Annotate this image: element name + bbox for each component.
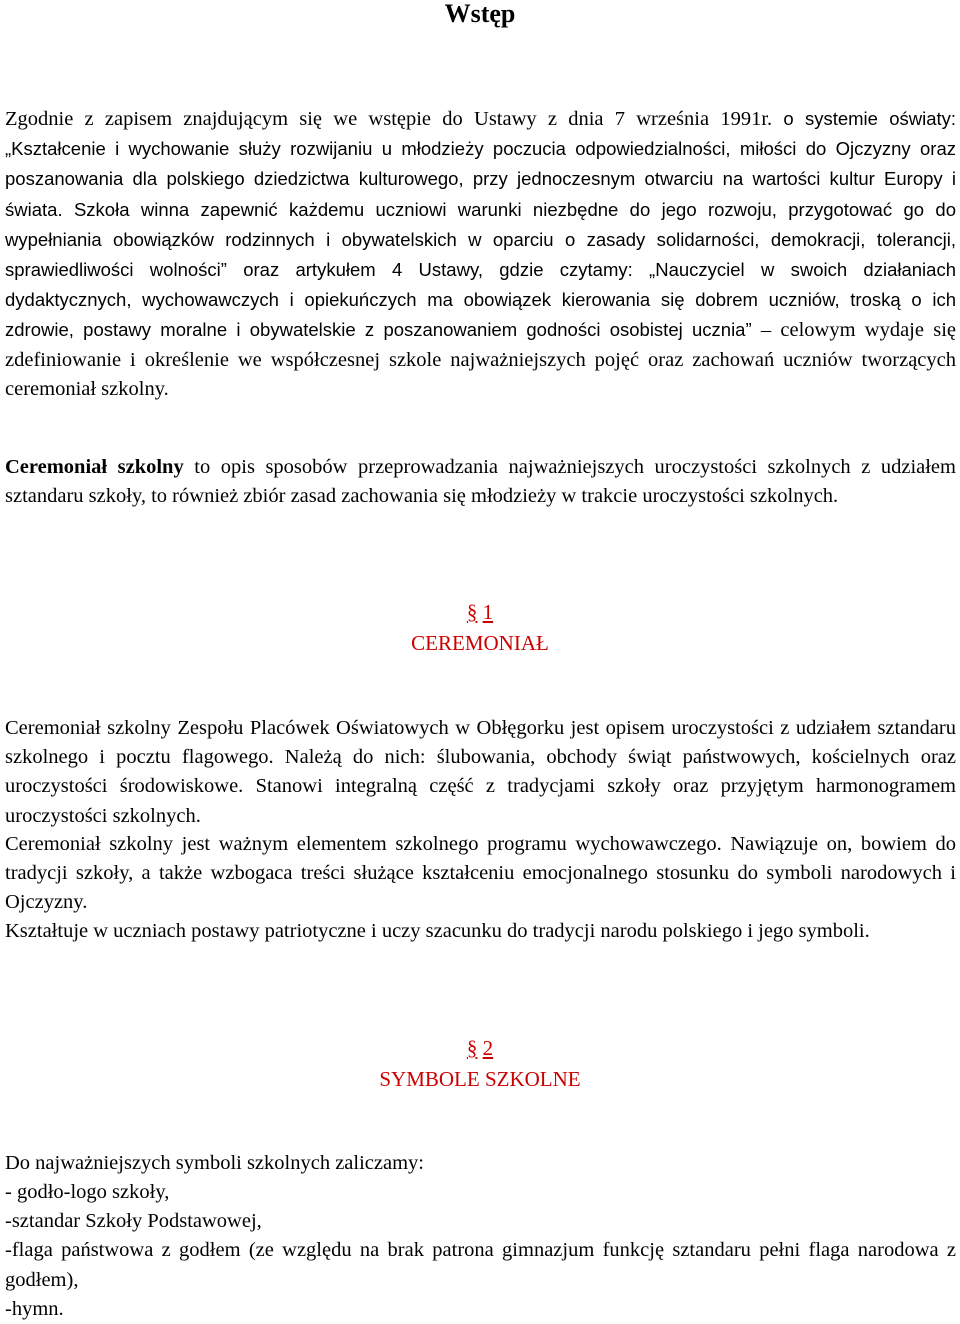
list-item: - godło-logo szkoły, <box>5 1181 170 1203</box>
section-1-paragraph-2: Ceremoniał szkolny jest ważnym elementem szkolnego programu wychowawczego. Nawiązuje on, bowiem do tradycji szkoły, a także wzbogaca treści służące kształceniu emocjonalnego stosunku do symboli narodowych i Ojczyzny. <box>5 833 956 914</box>
intro-text-part3: – celowym wydaje się zdefiniowanie i określenie we współczesnej szkole najważniejszych pojęć oraz zachowań uczniów tworzących ceremoniał szkolny. <box>5 319 956 400</box>
list-item: -sztandar Szkoły Podstawowej, <box>5 1210 262 1233</box>
intro-text-part2: o systemie oświaty: „Kształcenie i wychowanie służy rozwijaniu u młodzieży poczucia odpowiedzialności, miłości do Ojczyzny oraz poszanowania dla polskiego dziedzictwa kulturowego, przy jednoczesnym otwarciu na wartości kultur Europy i świata. Szkoła winna zapewnić każdemu uczniowi warunki niezbędne do jego rozwoju, przygotować go do wypełniania obowiązków rodzinnych i obywatelskich w oparciu o zasady solidarności, demokracji, tolerancji, sprawiedliwości wolności” oraz artykułem 4 Ustawy, gdzie czytamy: „Nauczyciel w swoich działaniach dydaktycznych, wychowawczych i opiekuńczych ma obowiązek kierowania się dobrem uczniów, troską o ich zdrowie, postawy moralne i obywatelskie z poszanowaniem godności osobistej ucznia” <box>5 108 957 341</box>
list-item: -flaga państwowa z godłem (ze względu na brak patrona gimnazjum funkcję sztandaru pełni flaga narodowa z godłem), <box>5 1239 956 1291</box>
section-1-title: CEREMONIAŁ <box>411 631 549 655</box>
definition-text: to opis sposobów przeprowadzania najważniejszych uroczystości szkolnych z udziałem sztandaru szkoły, to również zbiór zasad zachowania się młodzieży w trakcie uroczystości szkolnych. <box>5 456 956 508</box>
list-item: -hymn. <box>5 1297 64 1320</box>
page-title: Wstęp <box>444 0 516 28</box>
section-2-symbol: § <box>466 1036 478 1060</box>
section-2-lead: Do najważniejszych symboli szkolnych zaliczamy: <box>5 1152 424 1174</box>
section-2-number-line <box>0 1033 960 1064</box>
section-1-number-line <box>0 597 960 628</box>
definition-term: Ceremoniał szkolny <box>5 456 184 478</box>
section-2-number: 2 <box>482 1036 494 1060</box>
section-1-paragraph-1: Ceremoniał szkolny Zespołu Placówek Oświatowych w Obłęgorku jest opisem uroczystości z udziałem sztandaru szkolnego i pocztu flagowego. Należą do nich: ślubowania, obchody świąt państwowych, kościelnych oraz uroczystości środowiskowe. Stanowi integralną część z tradycjami szkoły oraz przyjętym harmonogramem uroczystości szkolnych. <box>5 717 956 827</box>
section-2-heading <box>0 1033 960 1095</box>
intro-paragraph <box>5 104 956 404</box>
intro-text-part1: Zgodnie z zapisem znajdującym się we wstępie do Ustawy z dnia 7 września 1991r. <box>5 108 773 130</box>
section-1-symbol: § <box>466 600 478 624</box>
section-1-heading <box>0 597 960 659</box>
section-1-paragraph-3: Kształtuje w uczniach postawy patriotyczne i uczy szacunku do tradycji narodu polskiego i jego symboli. <box>5 920 870 942</box>
section-1-number: 1 <box>482 600 494 624</box>
definition-paragraph <box>5 453 956 511</box>
section-2-title: SYMBOLE SZKOLNE <box>379 1067 581 1091</box>
symbols-list <box>5 1178 956 1324</box>
